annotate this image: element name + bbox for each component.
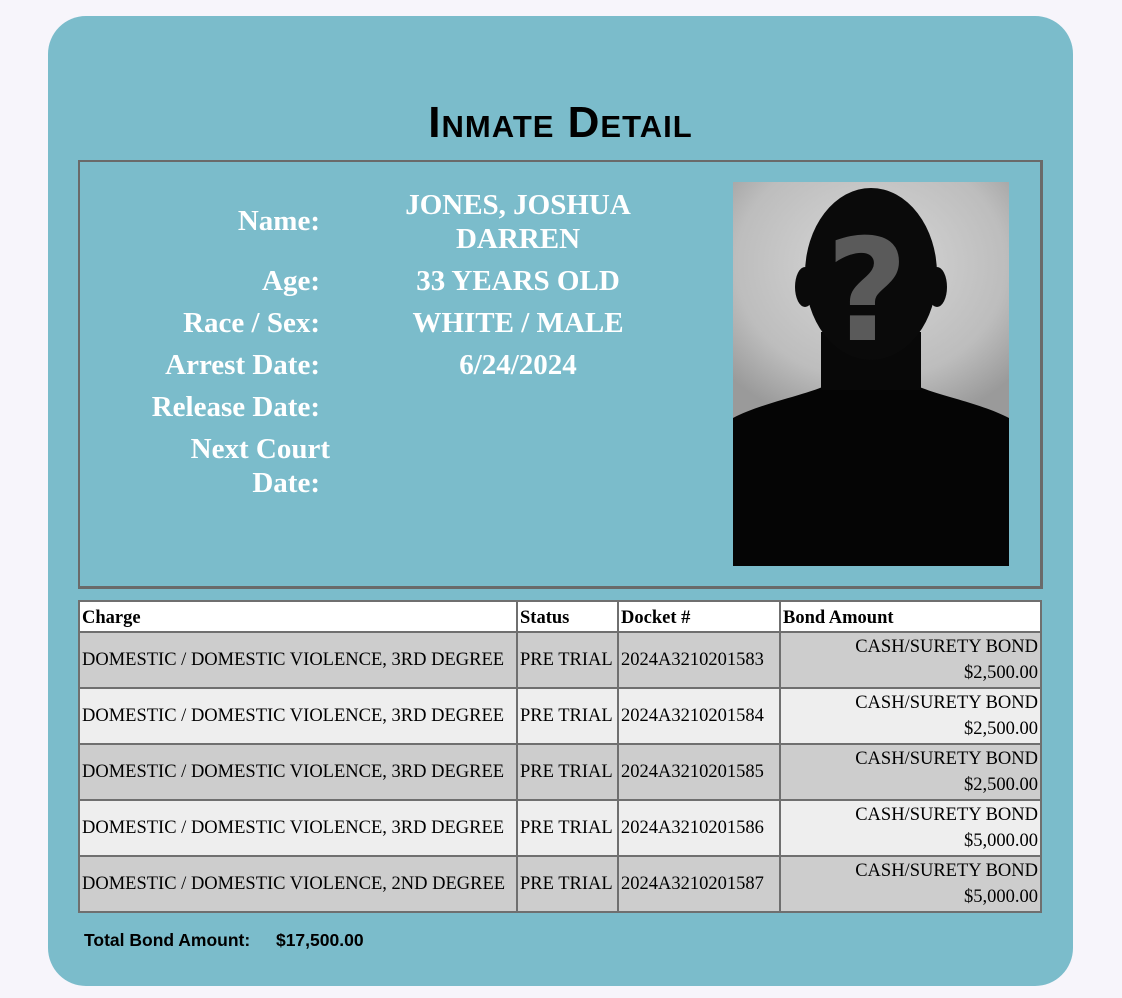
- race-sex-label: Race / Sex:: [183, 307, 320, 339]
- status-column-header: Status: [517, 601, 618, 632]
- bond-cell: [780, 744, 1041, 800]
- status-cell: PRE TRIAL: [517, 744, 618, 800]
- table-row: [79, 688, 1041, 744]
- docket-cell: 2024A3210201585: [618, 744, 780, 800]
- bond-cell: [780, 800, 1041, 856]
- status-cell: PRE TRIAL: [517, 800, 618, 856]
- age-label: Age:: [262, 265, 320, 297]
- bond-amount: $2,500.00: [964, 719, 1038, 739]
- charge-cell: DOMESTIC / DOMESTIC VIOLENCE, 3RD DEGREE: [79, 688, 517, 744]
- bond-cell: [780, 632, 1041, 688]
- docket-cell: 2024A3210201586: [618, 800, 780, 856]
- status-cell: PRE TRIAL: [517, 688, 618, 744]
- inmate-info-panel: [78, 160, 1043, 589]
- charges-table-header-row: [79, 601, 1041, 632]
- name-label: Name:: [237, 205, 320, 237]
- charges-table: [78, 600, 1042, 913]
- bond-type: CASH/SURETY BOND: [855, 637, 1038, 657]
- bond-amount: $5,000.00: [964, 831, 1038, 851]
- charge-cell: DOMESTIC / DOMESTIC VIOLENCE, 3RD DEGREE: [79, 744, 517, 800]
- docket-cell: 2024A3210201587: [618, 856, 780, 912]
- bond-cell: [780, 688, 1041, 744]
- bond-cell: [780, 856, 1041, 912]
- next-court-label-line1: Next Court: [190, 433, 330, 465]
- total-bond-value: $17,500.00: [275, 930, 364, 950]
- charge-cell: DOMESTIC / DOMESTIC VIOLENCE, 3RD DEGREE: [79, 800, 517, 856]
- docket-cell: 2024A3210201584: [618, 688, 780, 744]
- charge-cell: DOMESTIC / DOMESTIC VIOLENCE, 2ND DEGREE: [79, 856, 517, 912]
- release-date-label: Release Date:: [151, 391, 320, 423]
- table-row: [79, 800, 1041, 856]
- bond-amount-column-header: Bond Amount: [780, 601, 1041, 632]
- arrest-date-value: 6/24/2024: [459, 349, 577, 381]
- page-title: Inmate Detail: [428, 98, 693, 147]
- svg-text:?: ?: [825, 209, 909, 374]
- docket-column-header: Docket #: [618, 601, 780, 632]
- total-bond-label: Total Bond Amount:: [84, 930, 251, 950]
- status-cell: PRE TRIAL: [517, 856, 618, 912]
- bond-type: CASH/SURETY BOND: [855, 805, 1038, 825]
- bond-amount: $2,500.00: [964, 775, 1038, 795]
- bond-amount: $2,500.00: [964, 663, 1038, 683]
- arrest-date-label: Arrest Date:: [165, 349, 320, 381]
- table-row: [79, 856, 1041, 912]
- table-row: [79, 744, 1041, 800]
- bond-type: CASH/SURETY BOND: [855, 749, 1038, 769]
- inmate-photo: [733, 182, 1009, 566]
- bond-type: CASH/SURETY BOND: [855, 693, 1038, 713]
- unknown-person-silhouette-icon: [733, 182, 1009, 566]
- bond-amount: $5,000.00: [964, 887, 1038, 907]
- table-row: [79, 632, 1041, 688]
- age-value: 33 YEARS OLD: [416, 265, 620, 297]
- next-court-label-line2: Date:: [252, 467, 320, 499]
- race-sex-value: WHITE / MALE: [412, 307, 624, 339]
- inmate-detail-card: [48, 16, 1073, 986]
- charge-cell: DOMESTIC / DOMESTIC VIOLENCE, 3RD DEGREE: [79, 632, 517, 688]
- charge-column-header: Charge: [79, 601, 517, 632]
- bond-type: CASH/SURETY BOND: [855, 861, 1038, 881]
- total-bond: [84, 930, 364, 951]
- name-value: JONES, JOSHUA DARREN: [405, 189, 631, 255]
- status-cell: PRE TRIAL: [517, 632, 618, 688]
- docket-cell: 2024A3210201583: [618, 632, 780, 688]
